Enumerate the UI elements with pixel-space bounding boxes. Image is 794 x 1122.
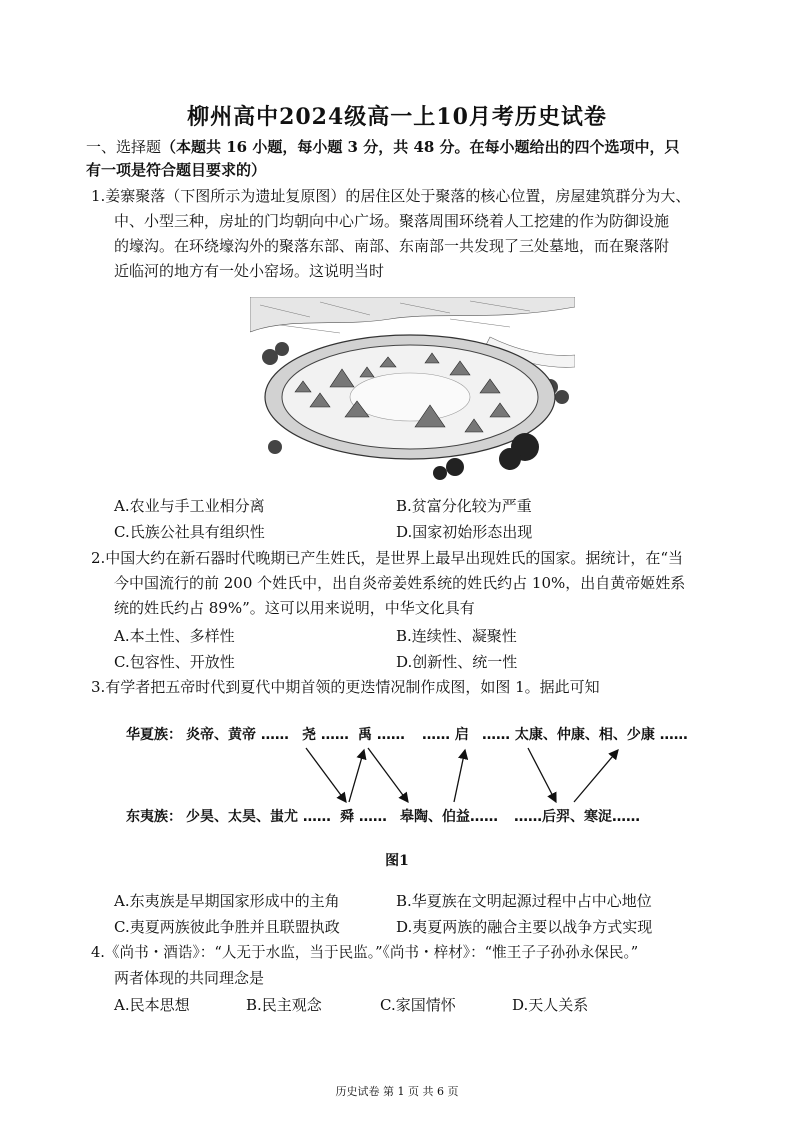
q3-line: 3.有学者把五帝时代到夏代中期首领的更迭情况制作成图，如图 1。据此可知 [91,678,600,696]
q4-option-b: B.民主观念 [246,996,322,1014]
huaxia-yandi-huangdi: 炎帝、黄帝 …… [186,727,289,743]
page-footer: 历史试卷 第 1 页 共 6 页 [335,1085,459,1098]
huaxia-label: 华夏族： [126,727,182,743]
q2-option-d: D.创新性、统一性 [396,653,518,671]
section-heading [86,137,680,157]
section-heading-instructions-2: 有一项是符合题目要求的） [86,161,267,179]
arrow-yao-to-shun [306,748,346,802]
q2-option-b: B.连续性、凝聚性 [396,627,517,645]
q2-line-1: 2.中国大约在新石器时代晚期已产生姓氏，是世界上最早出现姓氏的国家。据统计，在“当 [91,549,683,567]
q4-option-c: C.家国情怀 [380,996,456,1014]
section-heading-plain: 一、选择题 [86,138,162,156]
q1-line-3: 的壕沟。在环绕壕沟外的聚落东部、南部、东南部一共发现了三处墓地，而在聚落附 [114,237,670,255]
arrow-boyi-to-qi [454,750,465,802]
q4-option-a: A.民本思想 [114,996,190,1014]
q2-option-c: C.包容性、开放性 [114,653,235,671]
figure-1-leader-succession-diagram [120,718,688,838]
q4-line-1: 4.《尚书・酒诰》：“人无于水监，当于民监。”《尚书・梓材》：“惟王子子孙孙永保民。” [91,944,639,961]
q1-line-1: 1.姜寨聚落（下图所示为遗址复原图）的居住区处于聚落的核心位置，房屋建筑群分为大、 [91,187,691,205]
arrow-yu-to-gaoyao [368,748,408,802]
q1-option-c: C.氏族公社具有组织性 [114,523,265,541]
arrow-hanzhuo-to-shaokang [574,750,618,802]
dongyi-houyi-hanzhuo: ……后羿、寒浞…… [514,809,640,825]
q2-option-a: A.本土性、多样性 [114,627,235,645]
succession-arrows [120,718,680,838]
huaxia-yao: 尧 …… [302,727,349,743]
q3-option-a: A.东夷族是早期国家形成中的主角 [114,892,340,910]
q2-line-3: 统的姓氏约占 89%”。这可以用来说明，中华文化具有 [114,599,475,617]
dongyi-shun: 舜 …… [340,809,387,825]
dongyi-label: 东夷族： [126,809,182,825]
q4-line-2: 两者体现的共同理念是 [114,969,265,987]
q1-option-a: A.农业与手工业相分离 [114,497,265,515]
q1-line-2: 中、小型三种，房址的门均朝向中心广场。聚落周围环绕着人工挖建的作为防御设施 [114,212,670,230]
q1-option-b: B.贫富分化较为严重 [396,497,532,515]
q3-option-d: D.夷夏两族的融合主要以战争方式实现 [396,918,653,936]
q3-option-c: C.夷夏两族彼此争胜并且联盟执政 [114,918,340,936]
q3-option-b: B.华夏族在文明起源过程中占中心地位 [396,892,652,910]
section-heading-instructions: （本题共 16 小题，每小题 3 分，共 48 分。在每小题给出的四个选项中，只 [161,138,680,156]
dongyi-shaohao-chiyou: 少昊、太昊、蚩尤 …… [186,809,331,825]
exam-title: 柳州高中2024级高一上10月考历史试卷 [187,104,607,130]
q4-option-d: D.天人关系 [512,996,589,1014]
huaxia-taikang-shaokang: …… 太康、仲康、相、少康 …… [482,727,688,743]
figure-1-caption: 图1 [385,853,409,869]
jiangzhai-settlement-illustration [250,297,575,480]
arrow-taikang-to-houyi [528,748,556,802]
q1-line-4: 近临河的地方有一处小窑场。这说明当时 [114,262,385,280]
q2-line-2: 今中国流行的前 200 个姓氏中，出自炎帝姜姓系统的姓氏约占 10%，出自黄帝姬姓系 [114,574,686,592]
huaxia-qi: …… 启 [422,727,469,743]
huaxia-yu: 禹 …… [358,727,405,743]
q1-option-d: D.国家初始形态出现 [396,523,533,541]
arrow-shun-to-yu [349,750,364,802]
dongyi-gaoyao-boyi: 皋陶、伯益…… [400,809,498,825]
